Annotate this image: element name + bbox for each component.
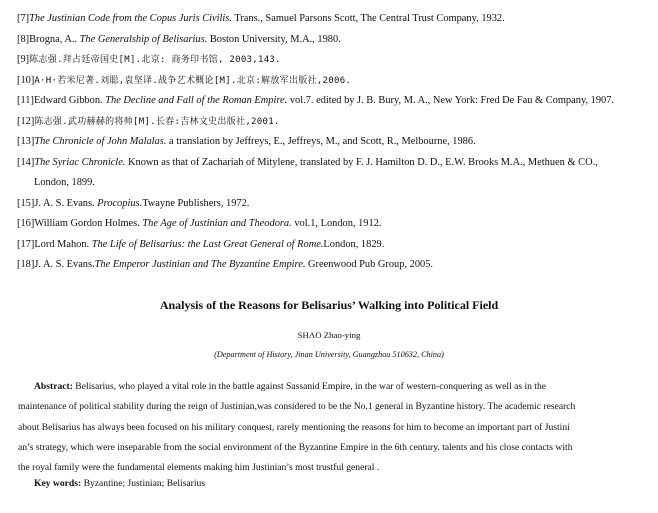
- reference-item: [17, 112, 647, 133]
- reference-item: [17, 9, 647, 30]
- reference-text: J. A. S. Evans.: [34, 259, 95, 270]
- reference-title: The Emperor Justinian and The Byzantine Empire.: [94, 259, 306, 270]
- reference-number: [16]: [17, 218, 35, 229]
- article-author: SHAO Zhao-ying: [297, 330, 361, 340]
- reference-text: Trans., Samuel Parsons Scott, The Central Trust Company, 1932.: [231, 13, 505, 24]
- reference-number: [13]: [17, 136, 35, 147]
- reference-text: Lord Mahon.: [34, 238, 92, 250]
- reference-item: [17, 50, 647, 71]
- reference-text: London, 1829.: [323, 238, 385, 250]
- abstract-label: Abstract:: [34, 381, 73, 392]
- reference-text: a translation by Jeffreys, E., Jeffreys, M., and Scott, R., Melbourne, 1986.: [166, 136, 476, 147]
- reference-number: [17]: [17, 238, 35, 250]
- reference-text: J. A. S. Evans.: [34, 197, 98, 209]
- abstract-line: an’s strategy, which were inseparable from the social environment of the Byzantine Empire in the 6th century. talents and his close contacts with: [18, 441, 573, 453]
- reference-list: [17, 9, 647, 276]
- reference-title: The Syriac Chronicle.: [34, 156, 126, 168]
- reference-text: vol.7. edited by J. B. Bury, M. A., New York: Fred De Fau & Company, 1907.: [287, 95, 615, 106]
- reference-item: [17, 214, 647, 235]
- reference-title: The Decline and Fall of the Roman Empire.: [105, 95, 288, 106]
- abstract-line: the royal family were the fundamental elements making him Justinian’s most trustful general .: [18, 462, 380, 474]
- reference-item: [17, 132, 647, 153]
- reference-text: Edward Gibbon.: [33, 95, 106, 106]
- reference-title: The Chronicle of John Malalas.: [34, 136, 167, 147]
- reference-title: The Generalship of Belisarius.: [79, 33, 208, 45]
- reference-number: [9]: [17, 54, 30, 65]
- reference-text: London, 1899.: [34, 177, 95, 188]
- abstract-line: maintenance of political stability during the reign of Justinian,was considered to be the No.1 general in Byzantine history. The academic research: [18, 401, 576, 413]
- abstract-text: Belisarius, who played a vital role in the battle against Sassanid Empire, in the war of western-conquering as well as in the: [72, 381, 547, 392]
- reference-title: The Justinian Code from the Copus Juris Civilis.: [29, 13, 232, 24]
- keywords-value: Byzantine; Justinian; Belisarius: [81, 478, 206, 489]
- reference-item: [17, 153, 647, 174]
- reference-number: [11]: [17, 95, 34, 106]
- abstract-line: [18, 377, 636, 397]
- reference-title: The Life of Belisarius: the Last Great General of Rome.: [91, 238, 324, 250]
- reference-text: vol.1, London, 1912.: [291, 218, 382, 229]
- abstract: [18, 377, 636, 478]
- reference-text: 陈志强.武功赫赫的将帅[M].长春:吉林文史出版社,2001.: [34, 116, 280, 127]
- reference-number: [10]: [17, 74, 35, 86]
- reference-text: Known as that of Zachariah of Mitylene, translated by F. J. Hamilton D. D., E.W. Brooks M.A., Methuen & CO.,: [125, 156, 598, 168]
- reference-number: [7]: [17, 13, 30, 24]
- reference-text: Brogna, A..: [29, 33, 80, 45]
- reference-item: [17, 71, 647, 92]
- reference-number: [15]: [17, 197, 35, 209]
- reference-title: The Age of Justinian and Theodora.: [142, 218, 292, 229]
- reference-number: [12]: [17, 115, 35, 127]
- reference-text: Greenwood Pub Group, 2005.: [305, 259, 433, 270]
- reference-text: A·H·若米尼著.刘聪,袁坚译.战争艺术概论[M].北京:解放军出版社,2006.: [34, 75, 352, 86]
- reference-item: [17, 30, 647, 51]
- reference-number: [14]: [17, 156, 35, 168]
- reference-text: William Gordon Holmes.: [34, 218, 143, 229]
- reference-item: [17, 194, 647, 215]
- reference-item: [17, 91, 647, 112]
- reference-text: Boston University, M.A., 1980.: [207, 33, 341, 45]
- reference-number: [8]: [17, 33, 30, 45]
- reference-item: [17, 235, 647, 256]
- reference-item: [17, 173, 647, 194]
- abstract-line: about Belisarius has always been focused on his military conquest, rarely mentioning the reasons for him to become an important part of Justini: [18, 421, 570, 433]
- reference-number: [18]: [17, 259, 35, 270]
- keywords: [34, 478, 205, 489]
- reference-title: Procopius.: [97, 197, 143, 209]
- reference-text: Twayne Publishers, 1972.: [142, 197, 250, 209]
- reference-text: 陈志强.拜占廷帝国史[M].北京: 商务印书馆, 2003,143.: [29, 55, 281, 65]
- article-affiliation: (Department of History, Jinan University, Guangzhou 510632, China): [214, 350, 444, 359]
- reference-item: [17, 255, 647, 276]
- keywords-label: Key words:: [34, 478, 82, 489]
- article-title: Analysis of the Reasons for Belisarius’ Walking into Political Field: [159, 298, 499, 312]
